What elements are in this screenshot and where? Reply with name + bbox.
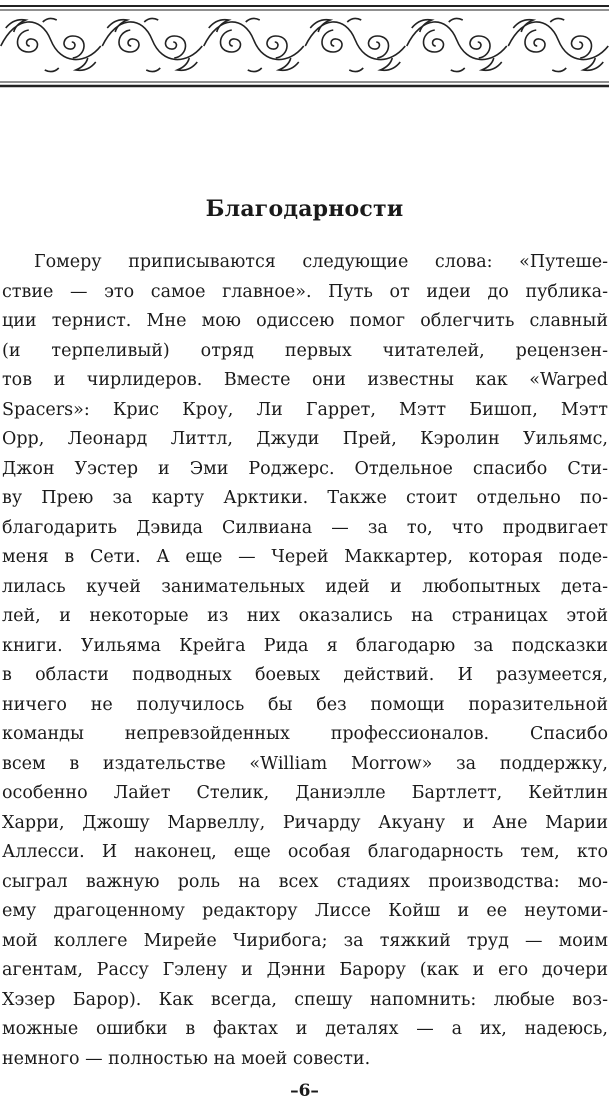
text-line: ему драгоценному редактору Лиссе Койш и ее неутоми- xyxy=(2,901,608,921)
page-number: –6– xyxy=(290,1081,319,1101)
text-line: книги. Уильяма Крейга Рида я благодарю за подсказки xyxy=(2,635,608,656)
text-line: Орр, Леонард Литтл, Джуди Прей, Кэролин Уильямс, xyxy=(2,429,608,449)
text-line: меня в Сети. А еще — Черей Маккартер, которая поде- xyxy=(2,547,608,567)
ornamental-header-border xyxy=(0,0,609,100)
text-line: мой коллеге Мирейе Чирибога; за тяжкий труд — моим xyxy=(2,930,608,951)
text-line: Гомеру приписываются следующие слова: «Путеше- xyxy=(34,252,608,272)
text-line: команды непревзойденных профессионалов. Спасибо xyxy=(2,724,608,744)
text-line: тов и чирлидеров. Вместе они известны как «Warped xyxy=(2,370,608,390)
text-line: Джон Уэстер и Эми Роджерс. Отдельное спасибо Сти- xyxy=(2,458,608,479)
text-line: Харри, Джошу Марвеллу, Ричарду Акуану и Ане Марии xyxy=(2,812,608,833)
text-line: всем в издательстве «William Morrow» за поддержку, xyxy=(2,753,608,774)
text-line: агентам, Рассу Гэлену и Дэнни Барору (как и его дочери xyxy=(2,960,608,980)
text-line: лей, и некоторые из них оказались на страницах этой xyxy=(2,606,608,626)
page-heading: Благодарности xyxy=(205,196,404,222)
text-line: лилась кучей занимательных идей и любопытных дета- xyxy=(2,576,608,597)
text-line: ничего не получилось бы без помощи поразительной xyxy=(2,694,608,715)
text-line: немного — полностью на моей совести. xyxy=(2,1048,371,1069)
text-line: (и терпеливый) отряд первых читателей, рецензен- xyxy=(2,340,608,361)
text-line: благодарить Дэвида Силвиана — за то, что продвигает xyxy=(2,517,608,538)
text-line: ву Прею за карту Арктики. Также стоит отдельно по- xyxy=(2,488,608,508)
text-line: ствие — это самое главное». Путь от идеи до публика- xyxy=(2,281,608,302)
text-line: особенно Лайет Стелик, Даниэлле Бартлетт, Кейтлин xyxy=(2,783,608,803)
text-line: ции тернист. Мне мою одиссею помог облегчить славный xyxy=(2,311,608,331)
text-line: сыграл важную роль на всех стадиях производства: мо- xyxy=(2,871,608,892)
acknowledgments-text xyxy=(2,248,608,1074)
text-line: в области подводных боевых действий. И разумеется, xyxy=(2,665,608,685)
text-line: Аллесси. И наконец, еще особая благодарность тем, кто xyxy=(2,842,608,862)
text-line: можные ошибки в фактах и деталях — а их, надеюсь, xyxy=(2,1019,608,1039)
text-line: Spacers»: Крис Кроу, Ли Гаррет, Мэтт Бишоп, Мэтт xyxy=(2,399,608,420)
text-line: Хэзер Барор). Как всегда, спешу напомнить: любые воз- xyxy=(2,989,608,1010)
